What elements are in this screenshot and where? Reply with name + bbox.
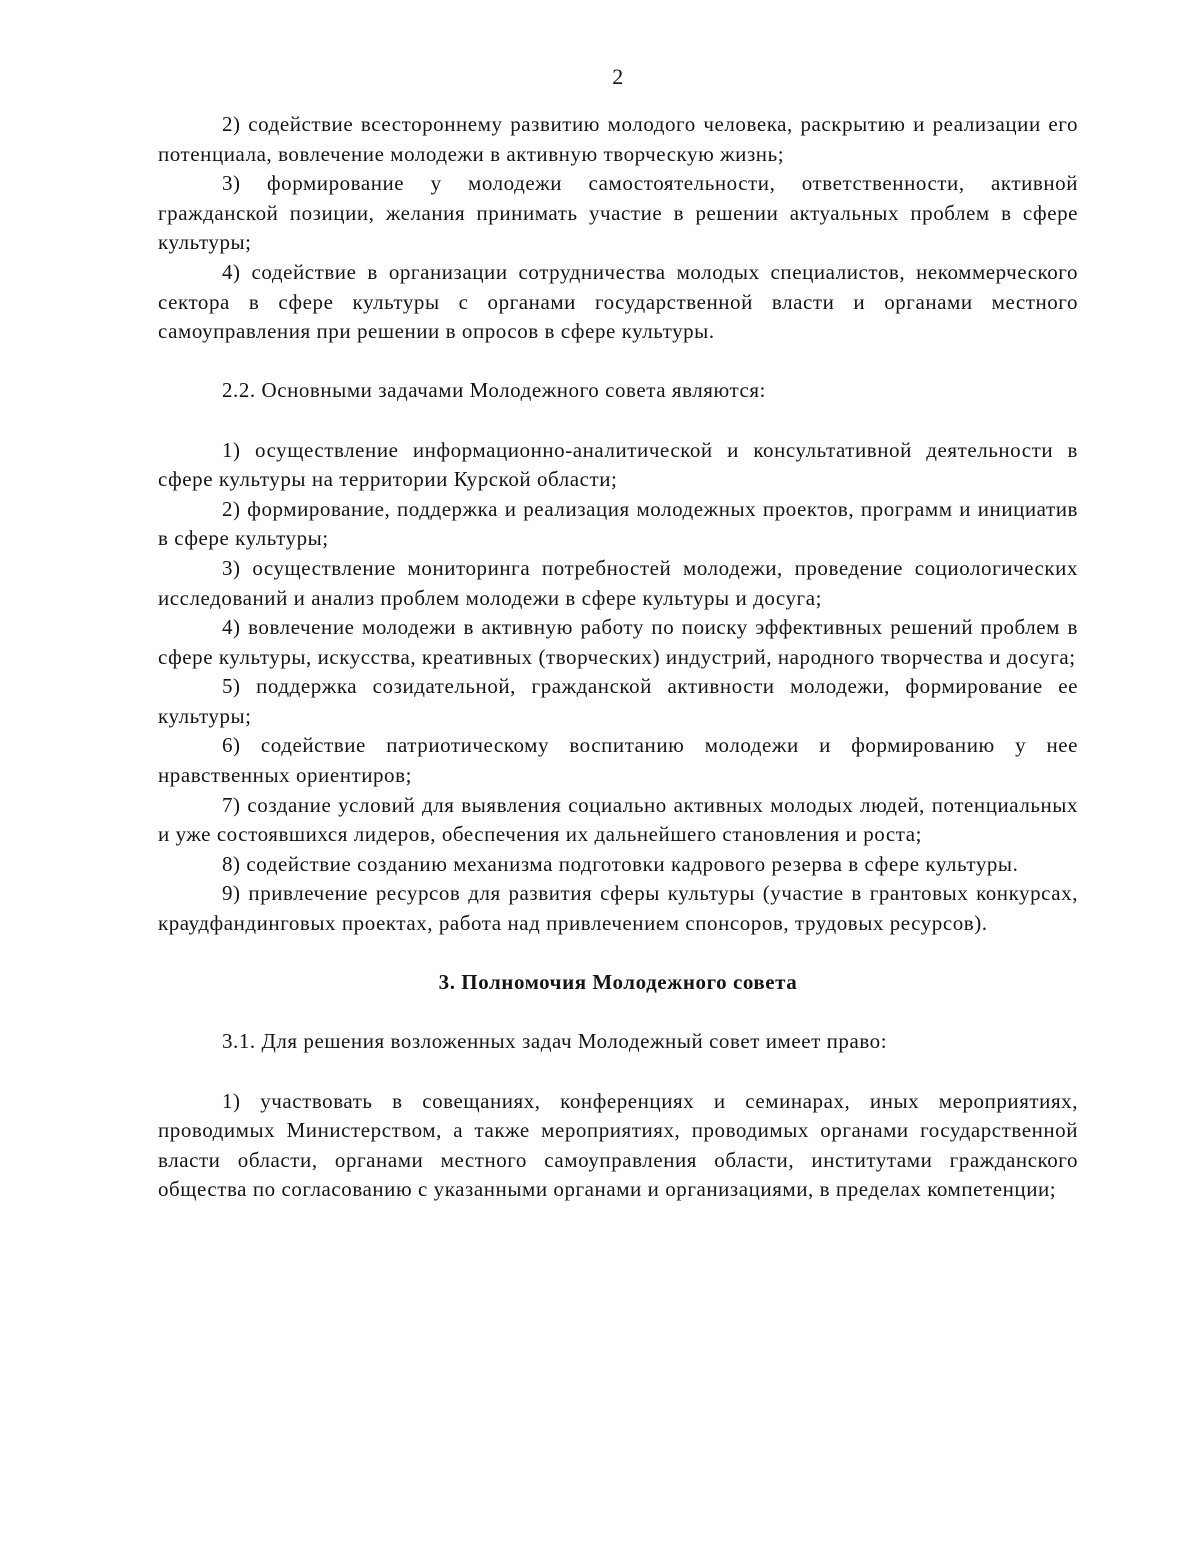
section-2-2-intro: 2.2. Основными задачами Молодежного совета являются: (222, 378, 766, 403)
section-3-heading: 3. Полномочия Молодежного совета (438, 970, 798, 995)
spacer (158, 406, 1078, 436)
goal-item-4: 4) содействие в организации сотрудничества молодых специалистов, некоммерческого сектора в сфере культуры с органами государственной власти и органами местного самоуправления при решении в опросов в сфере культуры. (158, 259, 1078, 344)
task-item-7: 7) создание условий для выявления социально активных молодых людей, потенциальных и уже состоявшихся лидеров, обеспечения их дальнейшего становления и роста; (158, 792, 1078, 847)
right-item-1: 1) участвовать в совещаниях, конференциях и семинарах, иных мероприятиях, проводимых Министерством, а также мероприятиях, проводимых органами государственной власти области, органами местного самоуправления области, институтами гражданского общества по согласованию с указанными органами и организациями, в пределах компетенции; (158, 1088, 1078, 1202)
task-item-8: 8) содействие созданию механизма подготовки кадрового резерва в сфере культуры. (222, 851, 1019, 876)
page-number: 2 (612, 64, 624, 89)
spacer (158, 939, 1078, 969)
task-item-1: 1) осуществление информационно-аналитической и консультативной деятельности в сфере культуры на территории Курской области; (158, 437, 1078, 492)
task-item-2: 2) формирование, поддержка и реализация молодежных проектов, программ и инициатив в сфере культуры; (158, 496, 1078, 551)
goal-item-2: 2) содействие всестороннему развитию молодого человека, раскрытию и реализации его потенциала, вовлечение молодежи в активную творческую жизнь; (158, 112, 1078, 166)
section-3-1-intro: 3.1. Для решения возложенных задач Молодежный совет имеет право: (222, 1029, 888, 1054)
task-item-9: 9) привлечение ресурсов для развития сферы культуры (участие в грантовых конкурсах, краудфандинговых проектах, работа над привлечением спонсоров, трудовых ресурсов). (158, 881, 1078, 936)
task-item-5: 5) поддержка созидательной, гражданской активности молодежи, формирование ее культуры; (158, 674, 1078, 728)
spacer (158, 347, 1078, 377)
spacer (158, 1057, 1078, 1087)
task-item-6: 6) содействие патриотическому воспитанию молодежи и формированию у нее нравственных ориентиров; (158, 733, 1078, 788)
spacer (158, 998, 1078, 1028)
task-item-4: 4) вовлечение молодежи в активную работу по поиску эффективных решений проблем в сфере культуры, искусства, креативных (творческих) индустрий, народного творчества и досуга; (158, 615, 1078, 669)
goal-item-3: 3) формирование у молодежи самостоятельности, ответственности, активной гражданской позиции, желания принимать участие в решении актуальных проблем в сфере культуры; (158, 171, 1078, 255)
document-page (158, 62, 1078, 1205)
task-item-3: 3) осуществление мониторинга потребностей молодежи, проведение социологических исследований и анализ проблем молодежи в сфере культуры и досуга; (158, 555, 1078, 610)
